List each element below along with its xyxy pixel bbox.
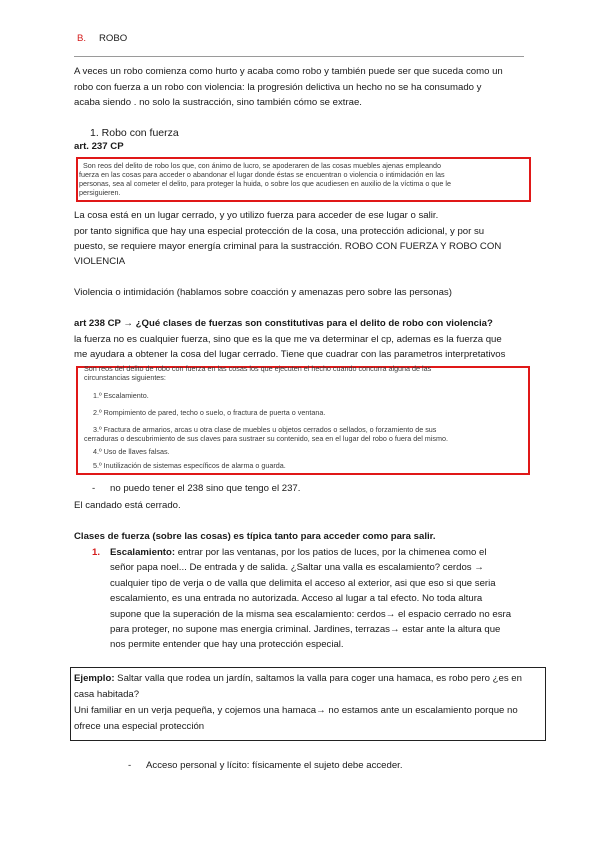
- escalamiento-label: Escalamiento:: [110, 547, 176, 558]
- list-number: 1.: [92, 547, 101, 558]
- heading-robo-con-fuerza: 1. Robo con fuerza: [90, 127, 179, 139]
- ejemplo-line: casa habitada?: [74, 689, 140, 700]
- quote-line: Son reos del delito de robo los que, con ánimo de lucro, se apoderaren de las cosas muebles ajenas empleando: [83, 161, 442, 170]
- escalamiento-line: para proteger, no supone mas energia criminal. Jardines, terrazas→ estar ante la altura que: [110, 624, 501, 635]
- dash-bullet: -: [92, 483, 96, 494]
- quote-line: Son reos del delito de robo con fuerza en las cosas los que ejecuten el hecho cuando concurra alguna de las: [84, 364, 432, 373]
- quote-item: 3.º Fractura de armarios, arcas u otra clase de muebles u objetos cerrados o sellados, o forzamiento de sus: [93, 425, 437, 434]
- intro-line: A veces un robo comienza como hurto y acaba como robo y también puede ser que suceda como un: [74, 66, 503, 77]
- escalamiento-line: supone que la superación de la misma sea escalamiento: cerdos→ el espacio cerrado no esra: [110, 609, 512, 620]
- quote-line: circunstancias siguientes:: [84, 373, 166, 382]
- section-title: ROBO: [99, 33, 128, 44]
- quote-item: 2.º Rompimiento de pared, techo o suelo, o fractura de puerta o ventana.: [93, 408, 326, 417]
- quote-item: cerraduras o descubrimiento de sus claves para sustraer su contenido, sea en el lugar del robo o fuera del mismo.: [84, 434, 448, 443]
- para-line: VIOLENCIA: [74, 256, 126, 267]
- quote-line: fuerza en las cosas para acceder o abandonar el lugar donde éstas se encuentran o violencia o intimidación en las: [79, 170, 445, 179]
- escalamiento-line: escalamiento, es una entrada no autorizada. Acceso al lugar a tal efecto. No toda altura: [110, 593, 483, 604]
- candado-line: El candado está cerrado.: [74, 500, 181, 511]
- escalamiento-line: cualquier tipo de verja o de valla que delimita el acceso al exterior, asi que eso si que seria: [110, 578, 496, 589]
- intro-line: robo con fuerza a un robo con violencia: la progresión delictiva un hecho no se ha consumado y: [74, 82, 482, 93]
- quote-line: personas, sea al cometer el delito, para proteger la huida, o sobre los que acudiesen en auxilio de la víctima o que le: [79, 179, 451, 188]
- dash-item: Acceso personal y lícito: físicamente el sujeto debe acceder.: [146, 760, 403, 771]
- para-line: por tanto significa que hay una especial protección de la cosa, una protección adicional, y por su: [74, 226, 485, 237]
- quote-item: 5.º Inutilización de sistemas específicos de alarma o guarda.: [93, 461, 286, 470]
- ejemplo-line: [74, 673, 522, 685]
- para-line: puesto, se requiere mayor energía criminal para la sustracción. ROBO CON FUERZA Y ROBO CON: [74, 241, 502, 252]
- quote-item: 1.º Escalamiento.: [93, 391, 149, 400]
- escalamiento-line: nos permite entender que hay una protección especial.: [110, 639, 344, 650]
- quote-line: persiguieren.: [79, 188, 121, 197]
- art-237-label: art. 237 CP: [74, 141, 124, 152]
- art-238-question: art 238 CP → ¿Qué clases de fuerzas son constitutivas para el delito de robo con violencia?: [74, 318, 493, 329]
- escalamiento-line: señor papa noel... De entrada y de salida. ¿Saltar una valla es escalamiento? cerdos →: [110, 562, 484, 573]
- section-letter: B.: [77, 33, 87, 44]
- dash-bullet: -: [128, 760, 132, 771]
- clases-heading: Clases de fuerza (sobre las cosas) es típica tanto para acceder como para salir.: [74, 531, 436, 542]
- escalamiento-text: entrar por las ventanas, por los patios de luces, por la chimenea como el: [175, 547, 487, 558]
- ejemplo-line: Uni familiar en un verja pequeña, y cojemos una hamaca→ no estamos ante un escalamiento porque no: [74, 705, 518, 716]
- para-line: La cosa está en un lugar cerrado, y yo utilizo fuerza para acceder de ese lugar o salir.: [74, 210, 439, 221]
- ejemplo-line: ofrece una especial protección: [74, 721, 205, 732]
- quote-box-art-238: [76, 366, 530, 475]
- intro-line: acaba siendo . no solo la sustracción, sino también cómo se extrae.: [74, 97, 362, 108]
- para-line: la fuerza no es cualquier fuerza, sino que es la que me va determinar el cp, ademas es la fuerza que: [74, 334, 502, 345]
- dash-item: no puedo tener el 238 sino que tengo el 237.: [110, 483, 301, 494]
- para-line: me ayudara a obtener la cosa del lugar cerrado. Tiene que cuadrar con las parametros interpretativos: [74, 349, 506, 360]
- header-divider: [74, 56, 524, 57]
- quote-item: 4.º Uso de llaves falsas.: [93, 447, 170, 456]
- violencia-line: Violencia o intimidación (hablamos sobre coacción y amenazas pero sobre las personas): [74, 287, 452, 298]
- ejemplo-label: Ejemplo:: [74, 673, 115, 684]
- ejemplo-text: Saltar valla que rodea un jardín, saltamos la valla para coger una hamaca, es robo pero ¿es en: [114, 673, 522, 684]
- escalamiento-line: [110, 547, 487, 559]
